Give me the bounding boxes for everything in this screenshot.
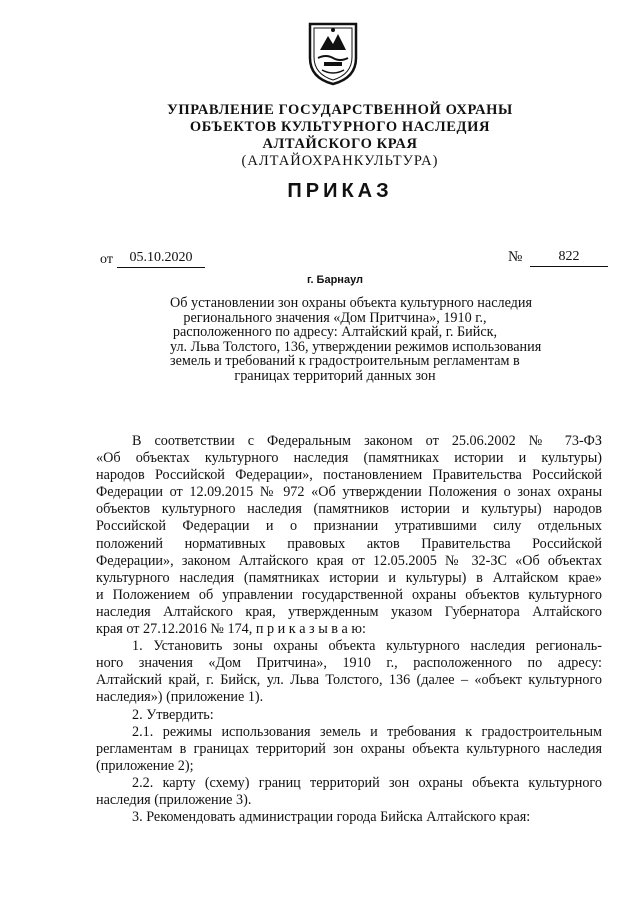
subject-line: границах территорий данных зон bbox=[234, 367, 436, 384]
subject-line: регионального значения «Дом Притчина», 1910 г., bbox=[183, 309, 487, 326]
date-prefix-label: от bbox=[100, 252, 113, 267]
org-name-line2: ОБЪЕКТОВ КУЛЬТУРНОГО НАСЛЕДИЯ bbox=[189, 119, 491, 135]
body-line: народов Российской Федерации», постановлением Правительства Российской bbox=[96, 467, 602, 484]
subject-line: земель и требований к градостроительным регламентам в bbox=[170, 353, 520, 370]
document-date: 05.10.2020 bbox=[117, 250, 205, 268]
body-line: Федерации», законом Алтайского края от 12.05.2005 № 32-ЗС «Об объектах bbox=[96, 552, 602, 569]
body-line: 2.1. режимы использования земель и требования к градостроительным bbox=[132, 723, 602, 740]
coat-of-arms-icon bbox=[306, 20, 360, 86]
body-line: Алтайский край, г. Бийск, ул. Льва Толстого, 136 (далее – «объект культурного bbox=[96, 672, 602, 689]
body-line: Федерации от 12.09.2015 № 972 «Об утверждении Положения о зонах охраны bbox=[96, 484, 602, 501]
org-name-line3: АЛТАЙСКОГО КРАЯ bbox=[262, 136, 418, 152]
city-label: г. Барнаул bbox=[306, 274, 364, 286]
body-line: 1. Установить зоны охраны объекта культурного наследия региональ- bbox=[132, 638, 602, 655]
body-line: ного значения «Дом Притчина», 1910 г., расположенного по адресу: bbox=[96, 655, 602, 672]
body-line: 3. Рекомендовать администрации города Бийска Алтайского края: bbox=[132, 809, 531, 826]
org-abbreviation: (АЛТАЙОХРАНКУЛЬТУРА) bbox=[241, 153, 439, 169]
body-line: В соответствии с Федеральным законом от 25.06.2002 № 73-ФЗ bbox=[132, 433, 602, 449]
body-line: 2. Утвердить: bbox=[132, 706, 214, 723]
subject-line: Об установлении зон охраны объекта культурного наследия bbox=[170, 295, 533, 311]
body-line: и Положением об управлении государственной охраны объектов культурного bbox=[96, 586, 602, 603]
body-line: наследия (приложение 3). bbox=[96, 791, 252, 808]
subject-line: расположенного по адресу: Алтайский край, г. Бийск, bbox=[172, 324, 498, 341]
subject-line: ул. Льва Толстого, 136, утверждении режимов использования bbox=[170, 338, 542, 355]
document-number: 822 bbox=[530, 249, 608, 267]
body-line: Российской Федерации и о признании утратившими силу отдельных bbox=[96, 518, 602, 535]
document-body bbox=[96, 433, 602, 826]
body-line: 2.2. карту (схему) границ территорий зон охраны объекта культурного bbox=[132, 774, 602, 791]
body-line: (приложение 2); bbox=[96, 757, 194, 774]
document-subject bbox=[170, 295, 542, 384]
body-line: наследия Алтайского края, утвержденным указом Губернатора Алтайского bbox=[96, 603, 602, 620]
document-type-title: ПРИКАЗ bbox=[287, 180, 393, 202]
body-line: края от 27.12.2016 № 174, п р и к а з ы в а ю: bbox=[96, 621, 366, 638]
body-line: регламентам в границах территорий зон охраны объекта культурного наследия bbox=[96, 740, 602, 757]
org-name-line1: УПРАВЛЕНИЕ ГОСУДАРСТВЕННОЙ ОХРАНЫ bbox=[167, 102, 513, 118]
body-line: «Об объектах культурного наследия (памятниках истории и культуры) bbox=[96, 450, 602, 467]
body-line: положений нормативных правовых актов Правительства Российской bbox=[96, 535, 602, 552]
body-line: объектов культурного наследия (памятников истории и культуры) народов bbox=[96, 501, 602, 518]
body-line: культурного наследия (памятниках истории и культуры) в Алтайском крае» bbox=[96, 569, 602, 586]
number-sign-label: № bbox=[508, 249, 523, 265]
body-line: наследия») (приложение 1). bbox=[96, 689, 264, 706]
